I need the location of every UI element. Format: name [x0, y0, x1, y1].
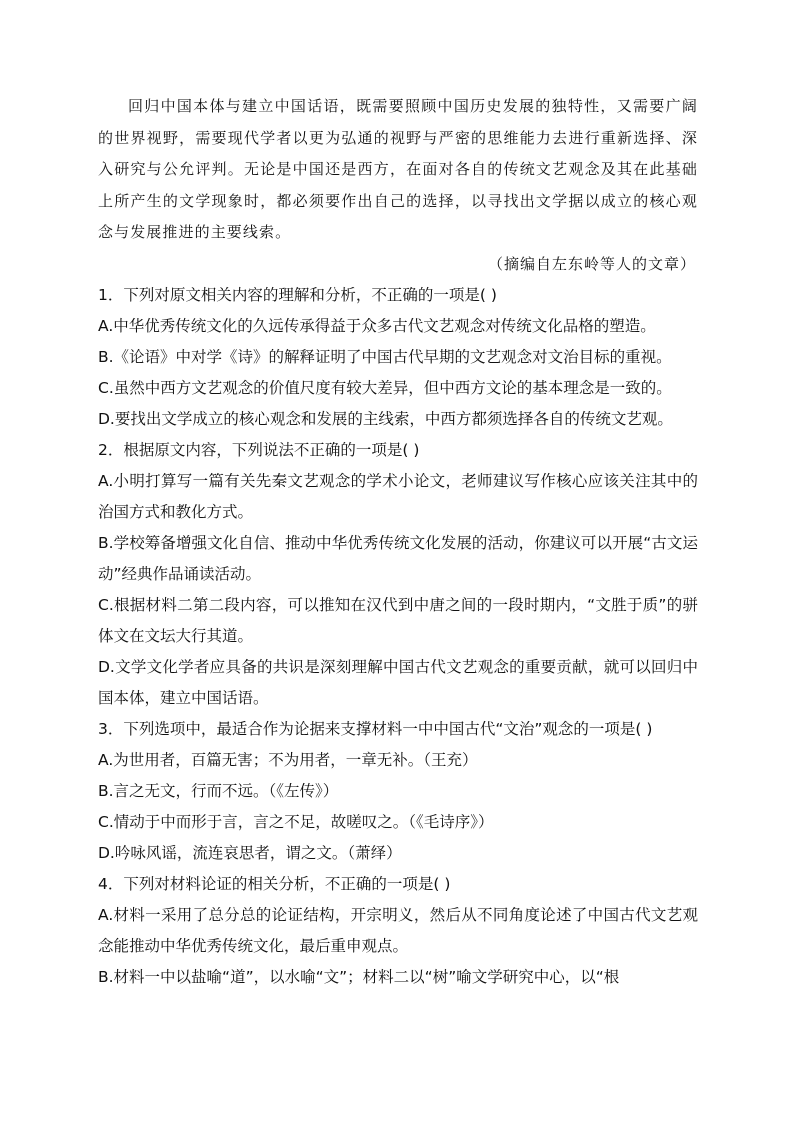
question-2-option-b: B.学校筹备增强文化自信、推动中华优秀传统文化发展的活动，你建议可以开展“古文运动”经典作品诵读活动。 — [98, 534, 698, 583]
question-3-stem: 3．下列选项中，最适合作为论据来支撑材料一中中国古代“文治”观念的一项是( ) — [98, 720, 653, 738]
question-1-option-c: C.虽然中西方文艺观念的价值尺度有较大差异，但中西方文论的基本理念是一致的。 — [98, 379, 672, 397]
question-1-option-d: D.要找出文学成立的核心观念和发展的主线索，中西方都须选择各自的传统文艺观。 — [98, 410, 673, 428]
question-2-option-c: C.根据材料二第二段内容，可以推知在汉代到中唐之间的一段时期内，“文胜于质”的骈体文在文坛大行其道。 — [98, 596, 698, 645]
question-2-stem: 2．根据原文内容，下列说法不正确的一项是( ) — [98, 441, 420, 459]
question-2-option-a: A.小明打算写一篇有关先秦文艺观念的学术小论文，老师建议写作核心应该关注其中的治国方式和教化方式。 — [98, 472, 698, 521]
passage-excerpt — [98, 91, 698, 249]
question-1-option-a: A.中华优秀传统文化的久远传承得益于众多古代文艺观念对传统文化品格的塑造。 — [98, 317, 656, 335]
question-3-option-a: A.为世用者，百篇无害；不为用者，一章无补。（王充） — [98, 751, 478, 769]
question-1-option-b: B.《论语》中对学《诗》的解释证明了中国古代早期的文艺观念对文治目标的重视。 — [98, 348, 672, 366]
question-3-option-c: C.情动于中而形于言，言之不足，故嗟叹之。（《毛诗序》） — [98, 813, 494, 831]
question-1-stem: 1．下列对原文相关内容的理解和分析，不正确的一项是( ) — [98, 286, 497, 304]
question-2-option-d: D.文学文化学者应具备的共识是深刻理解中国古代文艺观念的重要贡献，就可以回归中国本体，建立中国话语。 — [98, 658, 698, 707]
question-list — [98, 280, 698, 993]
question-3-option-d: D.吟咏风谣，流连哀思者，谓之文。（萧绎） — [98, 844, 402, 862]
question-4-option-b: B.材料一中以盐喻“道”，以水喻“文”；材料二以“树”喻文学研究中心，以“根 — [98, 968, 620, 986]
question-3-option-b: B.言之无文，行而不远。（《左传》） — [98, 782, 339, 800]
passage-source: （摘编自左东岭等人的文章） — [487, 255, 696, 273]
passage-paragraph: 回归中国本体与建立中国话语，既需要照顾中国历史发展的独特性，又需要广阔的世界视野，需要现代学者以更为弘通的视野与严密的思维能力去进行重新选择、深入研究与公允评判。无论是中国还是西方，在面对各自的传统文艺观念及其在此基础上所产生的文学现象时，都必须要作出自己的选择，以寻找出文学据以成立的核心观念与发展推进的主要线索。 — [98, 97, 698, 241]
question-4-option-a: A.材料一采用了总分总的论证结构，开宗明义，然后从不同角度论述了中国古代文艺观念能推动中华优秀传统文化，最后重申观点。 — [98, 906, 698, 955]
question-4-stem: 4．下列对材料论证的相关分析，不正确的一项是( ) — [98, 875, 451, 893]
